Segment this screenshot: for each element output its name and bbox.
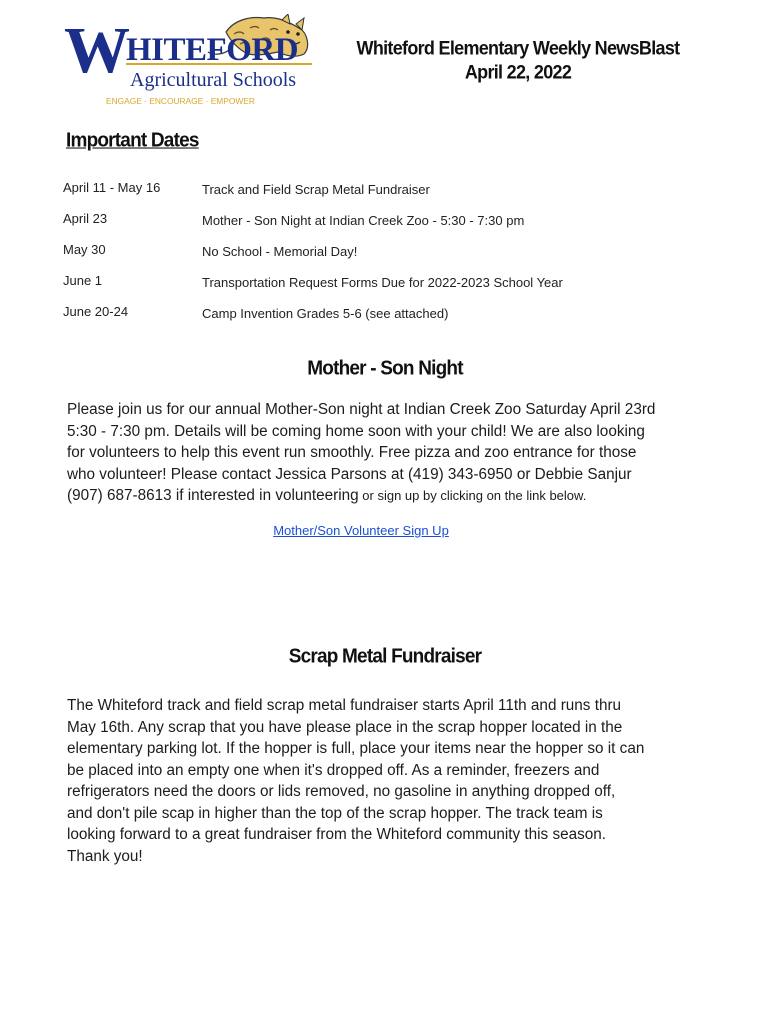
date-cell: June 20-24 [63, 304, 129, 319]
paragraph-line [67, 485, 707, 507]
mother-son-heading-text: Mother - Son Night [307, 357, 463, 380]
paragraph-line: The Whiteford track and field scrap metal fundraiser starts April 11th and runs thru [67, 697, 622, 714]
paragraph-line: elementary parking lot. If the hopper is full, place your items near the hopper so it can [67, 740, 645, 757]
mother-son-paragraph [67, 399, 707, 507]
date-cell: April 23 [63, 211, 108, 226]
paragraph-line: for volunteers to help this event run smoothly. Free pizza and zoo entrance for those [67, 444, 637, 461]
volunteer-signup-link[interactable]: Mother/Son Volunteer Sign Up [273, 523, 449, 538]
logo-subtitle: Agricultural Schools [130, 69, 297, 91]
paragraph-line: Please join us for our annual Mother-Son night at Indian Creek Zoo Saturday April 23rd [67, 401, 656, 418]
scrap-metal-heading-text: Scrap Metal Fundraiser [288, 645, 482, 668]
important-dates-heading: Important Dates [66, 129, 199, 152]
newsletter-title: Whiteford Elementary Weekly NewsBlast [356, 37, 680, 59]
paragraph-line: refrigerators need the doors or lids removed, no gasoline in anything dropped off, [67, 783, 616, 800]
paragraph-line-main: (907) 687-8613 if interested in volunteering [67, 487, 359, 504]
event-cell: No School - Memorial Day! [202, 244, 358, 259]
event-cell: Track and Field Scrap Metal Fundraiser [202, 182, 430, 197]
paragraph-line: looking forward to a great fundraiser from the Whiteford community this season. [67, 826, 607, 843]
date-cell: June 1 [63, 273, 103, 288]
logo-tagline: ENGAGE · ENCOURAGE · EMPOWER [106, 96, 255, 106]
scrap-metal-paragraph [67, 695, 707, 867]
event-cell: Transportation Request Forms Due for 2022-2023 School Year [202, 275, 563, 290]
paragraph-line: be placed into an empty one when it's dropped off. As a reminder, freezers and [67, 761, 600, 779]
date-cell: May 30 [63, 242, 106, 257]
paragraph-line: Thank you! [67, 847, 143, 865]
logo-name: HITEFORD [126, 32, 299, 68]
scrap-metal-heading [0, 645, 770, 669]
logo-big-w: W [64, 14, 130, 87]
date-cell: April 11 - May 16 [63, 180, 161, 195]
paragraph-line: 5:30 - 7:30 pm. Details will be coming home soon with your child! We are also looking [67, 422, 645, 440]
paragraph-line: who volunteer! Please contact Jessica Parsons at (419) 343-6950 or Debbie Sanjur [67, 465, 632, 483]
paragraph-line: and don't pile scap in higher than the top of the scrap hopper. The track team is [67, 804, 603, 822]
event-cell: Mother - Son Night at Indian Creek Zoo - 5:30 - 7:30 pm [202, 213, 525, 228]
school-logo [64, 14, 314, 108]
paragraph-line: May 16th. Any scrap that you have please place in the scrap hopper located in the [67, 718, 623, 736]
event-cell: Camp Invention Grades 5-6 (see attached) [202, 306, 449, 321]
newsletter-date: April 22, 2022 [464, 61, 572, 83]
paragraph-line-small: or sign up by clicking on the link below. [358, 488, 587, 503]
mother-son-heading [0, 357, 770, 381]
